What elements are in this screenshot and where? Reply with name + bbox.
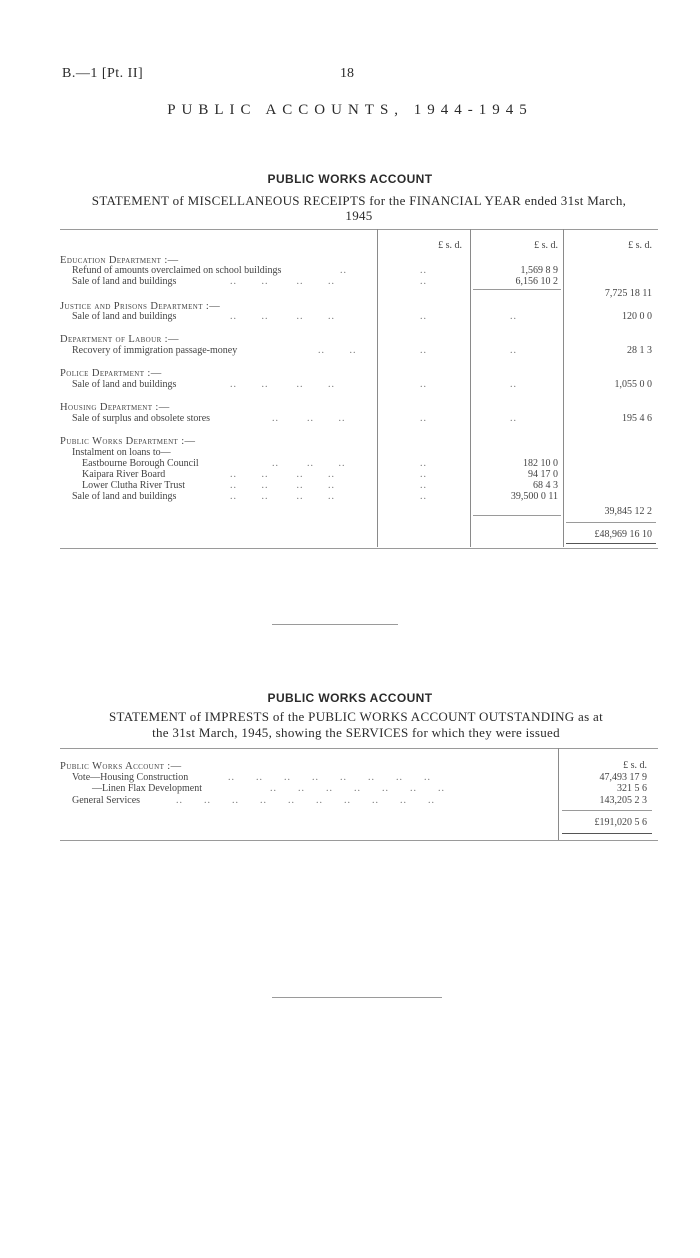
leader-dots: .. .. .. .. bbox=[230, 311, 335, 322]
section-separator bbox=[272, 997, 442, 998]
housing-item-label: Sale of surplus and obsolete stores bbox=[72, 413, 211, 424]
receipts-top-rule bbox=[60, 229, 658, 230]
leader-dots: .. bbox=[420, 379, 427, 390]
grand-total-underline bbox=[566, 543, 656, 544]
leader-dots: .. .. .. .. bbox=[230, 469, 335, 480]
leader-dots: .. bbox=[420, 265, 427, 276]
receipts-col2-header: £ s. d. bbox=[534, 240, 558, 251]
imprests-item-label: —Linen Flax Development bbox=[92, 783, 202, 794]
education-item-label: Sale of land and buildings bbox=[72, 276, 177, 287]
leader-dots: .. .. .. .. bbox=[230, 491, 335, 502]
receipts-col3-header: £ s. d. bbox=[628, 240, 652, 251]
imprests-item-amount: 47,493 17 9 bbox=[599, 772, 647, 783]
receipts-bottom-rule bbox=[60, 548, 658, 549]
page-title: PUBLIC ACCOUNTS, 1944-1945 bbox=[167, 102, 533, 118]
leader-dots: .. bbox=[420, 311, 427, 322]
labour-heading: Department of Labour :— bbox=[60, 334, 179, 345]
leader-dots: .. .. .. .. bbox=[230, 379, 335, 390]
receipts-subtitle-line1: STATEMENT of MISCELLANEOUS RECEIPTS for the FINANCIAL YEAR ended 31st March, bbox=[91, 193, 627, 208]
education-total: 7,725 18 11 bbox=[604, 288, 652, 299]
imprests-item-amount: 143,205 2 3 bbox=[599, 795, 647, 806]
leader-dots: .. bbox=[510, 345, 517, 356]
subtotal-rule bbox=[473, 289, 561, 290]
receipts-col3-divider bbox=[563, 229, 564, 547]
police-heading: Police Department :— bbox=[60, 368, 162, 379]
leader-dots: .. bbox=[510, 311, 517, 322]
imprests-item-label: Vote—Housing Construction bbox=[72, 772, 189, 783]
imprests-subtitle-line2: the 31st March, 1945, showing the SERVICES for which they were issued bbox=[152, 725, 560, 740]
imprests-total-rule bbox=[562, 810, 652, 811]
justice-item-label: Sale of land and buildings bbox=[72, 311, 177, 322]
justice-heading: Justice and Prisons Department :— bbox=[60, 301, 221, 312]
receipts-col2-divider bbox=[470, 229, 471, 547]
leader-dots: .. bbox=[420, 276, 427, 287]
leader-dots: .. bbox=[420, 345, 427, 356]
education-item-amount: 6,156 10 2 bbox=[515, 276, 558, 287]
page-number: 18 bbox=[340, 66, 354, 81]
housing-heading: Housing Department :— bbox=[60, 402, 170, 413]
labour-amount: 28 1 3 bbox=[627, 345, 652, 356]
leader-dots: .. bbox=[510, 379, 517, 390]
receipts-col1-header: £ s. d. bbox=[438, 240, 462, 251]
leader-dots: .. bbox=[420, 491, 427, 502]
education-heading: Education Department :— bbox=[60, 255, 179, 266]
imprests-item-amount: 321 5 6 bbox=[617, 783, 647, 794]
public-works-item-amount: 94 17 0 bbox=[528, 469, 558, 480]
public-works-item-label: Instalment on loans to— bbox=[72, 447, 171, 458]
public-works-item-label: Sale of land and buildings bbox=[72, 491, 177, 502]
public-works-heading: Public Works Department :— bbox=[60, 436, 196, 447]
page-code: B.—1 [Pt. II] bbox=[62, 66, 144, 81]
imprests-item-label: General Services bbox=[72, 795, 141, 806]
education-item-amount: 1,569 8 9 bbox=[520, 265, 558, 276]
public-works-item-amount: 182 10 0 bbox=[523, 458, 558, 469]
leader-dots: .. bbox=[340, 265, 347, 276]
imprests-subtitle-line1: STATEMENT of IMPRESTS of the PUBLIC WORKS ACCOUNT OUTSTANDING as at bbox=[109, 709, 603, 724]
public-works-item-amount: 68 4 3 bbox=[533, 480, 558, 491]
leader-dots: .. .. bbox=[318, 345, 357, 356]
leader-dots: .. .. .. bbox=[272, 458, 346, 469]
imprests-total: £191,020 5 6 bbox=[594, 817, 647, 828]
grand-total-rule bbox=[566, 522, 656, 523]
leader-dots: .. bbox=[420, 469, 427, 480]
public-works-item-label: Kaipara River Board bbox=[82, 469, 166, 480]
receipts-col1-divider bbox=[377, 229, 378, 547]
public-works-item-label: Eastbourne Borough Council bbox=[82, 458, 199, 469]
receipts-subtitle-line2: 1945 bbox=[345, 208, 373, 223]
receipts-grand-total: £48,969 16 10 bbox=[594, 529, 652, 540]
public-works-item-amount: 39,500 0 11 bbox=[510, 491, 558, 502]
leader-dots: .. bbox=[420, 458, 427, 469]
labour-item-label: Recovery of immigration passage-money bbox=[72, 345, 238, 356]
imprests-col-divider bbox=[558, 748, 559, 840]
imprests-bottom-rule bbox=[60, 840, 658, 841]
leader-dots: .. .. .. .. .. .. .. .. .. .. bbox=[176, 795, 435, 806]
leader-dots: .. .. .. .. bbox=[230, 276, 335, 287]
public-works-item-label: Lower Clutha River Trust bbox=[82, 480, 186, 491]
public-works-total: 39,845 12 2 bbox=[604, 506, 652, 517]
education-item-label: Refund of amounts overclaimed on school buildings bbox=[72, 265, 282, 276]
leader-dots: .. .. .. .. .. .. .. bbox=[270, 783, 445, 794]
section-separator bbox=[272, 624, 398, 625]
leader-dots: .. bbox=[510, 413, 517, 424]
leader-dots: .. bbox=[420, 480, 427, 491]
subtotal-rule bbox=[473, 515, 561, 516]
leader-dots: .. .. .. .. bbox=[230, 480, 335, 491]
police-item-label: Sale of land and buildings bbox=[72, 379, 177, 390]
leader-dots: .. .. .. .. .. .. .. .. bbox=[228, 772, 431, 783]
leader-dots: .. bbox=[420, 413, 427, 424]
receipts-title: PUBLIC WORKS ACCOUNT bbox=[267, 172, 433, 186]
imprests-col-header: £ s. d. bbox=[623, 760, 647, 771]
leader-dots: .. .. .. bbox=[272, 413, 346, 424]
imprests-heading: Public Works Account :— bbox=[60, 761, 182, 772]
imprests-title: PUBLIC WORKS ACCOUNT bbox=[267, 691, 433, 705]
imprests-top-rule bbox=[60, 748, 658, 749]
imprests-total-underline bbox=[562, 833, 652, 834]
justice-amount: 120 0 0 bbox=[622, 311, 652, 322]
housing-amount: 195 4 6 bbox=[622, 413, 652, 424]
police-amount: 1,055 0 0 bbox=[614, 379, 652, 390]
